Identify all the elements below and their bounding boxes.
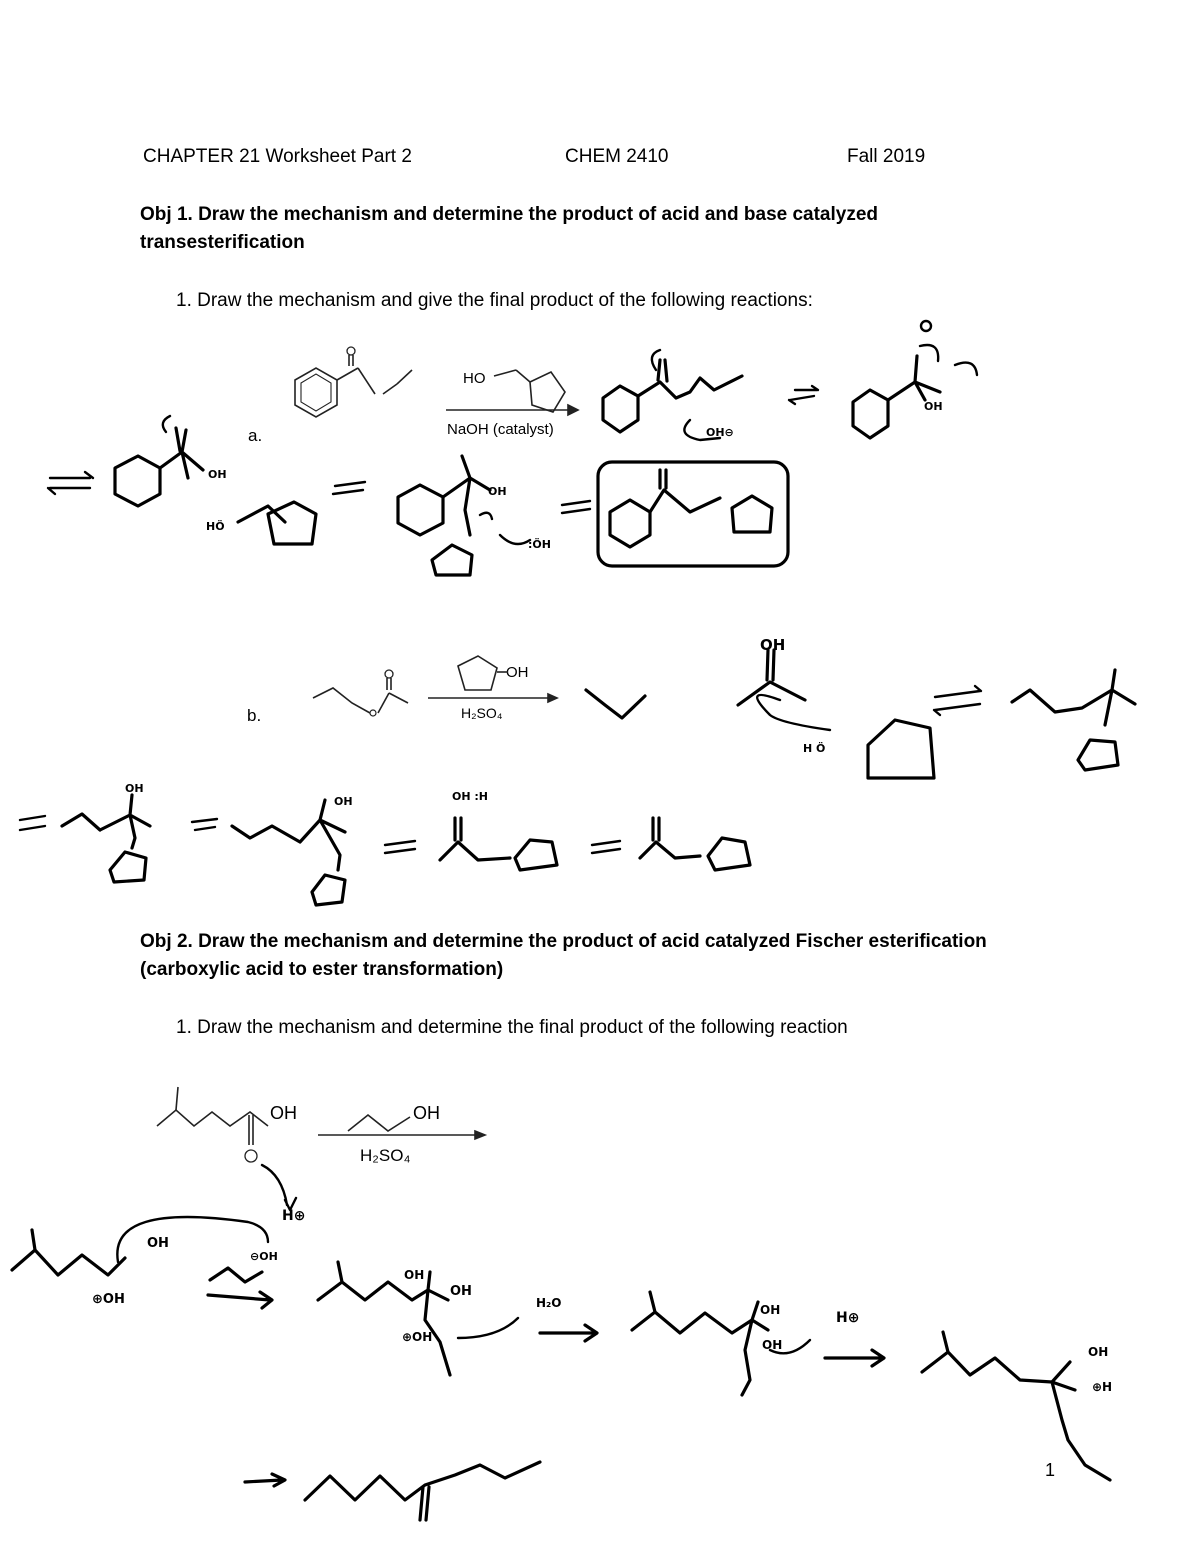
ink-label: H₂O xyxy=(536,1296,562,1310)
handwritten-b-row1 xyxy=(586,650,1135,778)
ink-label: OH xyxy=(762,1338,783,1352)
ink-label: OH :H xyxy=(452,790,488,803)
ink-label: OH xyxy=(760,1303,781,1317)
ink-label: OH xyxy=(334,795,353,808)
page-number: 1 xyxy=(1045,1460,1056,1480)
obj1-question: 1. Draw the mechanism and give the final product of the following reactions: xyxy=(176,290,813,311)
obj2-title-line2: (carboxylic acid to ester transformation) xyxy=(140,959,504,980)
reaction-a-reagent-bottom: NaOH (catalyst) xyxy=(447,421,554,438)
handwritten-obj2 xyxy=(12,1165,1113,1520)
ink-label: OH xyxy=(450,1284,472,1299)
ink-label: ⊕OH xyxy=(92,1292,125,1307)
obj2-question: 1. Draw the mechanism and determine the final product of the following reaction xyxy=(176,1017,848,1038)
ink-label: OH xyxy=(147,1236,169,1251)
reaction-b-printed-structures xyxy=(313,656,557,716)
ink-label: ⊕H xyxy=(1092,1380,1113,1394)
obj2-reagent-bottom: H₂SO₄ xyxy=(360,1146,411,1165)
ink-label: OH xyxy=(488,485,507,498)
reaction-b-label: b. xyxy=(247,706,262,725)
ink-label: OH xyxy=(1088,1345,1109,1359)
header-center: CHEM 2410 xyxy=(565,146,669,167)
obj1-title-line1: Obj 1. Draw the mechanism and determine the product of acid and base catalyzed xyxy=(140,204,879,225)
handwritten-b-row2 xyxy=(20,795,750,905)
handwritten-a-row2 xyxy=(48,416,788,575)
handwritten-a-row1 xyxy=(603,321,977,440)
ink-label: OH xyxy=(924,400,943,413)
ink-label: OH xyxy=(404,1268,425,1282)
ink-label: H⊕ xyxy=(282,1208,306,1224)
obj2-reactant-oh-label: OH xyxy=(270,1103,297,1123)
ink-label: OH xyxy=(760,636,786,654)
obj1-title-line2: transesterification xyxy=(140,232,305,253)
header-right: Fall 2019 xyxy=(847,146,926,167)
ink-label: H⊕ xyxy=(836,1310,860,1326)
ink-label: ⊕OH xyxy=(402,1330,433,1344)
reaction-a-label: a. xyxy=(248,426,263,445)
obj2-printed-structures xyxy=(157,1087,485,1162)
reaction-b-reagent-bottom: H₂SO₄ xyxy=(461,705,503,721)
ink-label: HÖ xyxy=(206,520,225,533)
obj2-title-line1: Obj 2. Draw the mechanism and determine the product of acid catalyzed Fischer esterification xyxy=(140,931,987,952)
ink-label: OH xyxy=(208,468,227,481)
reaction-a-reagent-top: HO xyxy=(463,370,486,387)
reaction-a-printed-structures xyxy=(295,347,578,417)
ink-label: OH⊖ xyxy=(706,426,734,439)
header-left: CHAPTER 21 Worksheet Part 2 xyxy=(143,146,412,167)
ink-label: H Ö xyxy=(803,742,826,755)
reaction-b-reagent-top: OH xyxy=(506,664,529,681)
ink-label: ⊖OH xyxy=(250,1250,278,1263)
obj2-reagent-top: OH xyxy=(413,1103,440,1123)
ink-label: OH xyxy=(125,782,144,795)
ink-label: :ÖH xyxy=(528,538,551,551)
